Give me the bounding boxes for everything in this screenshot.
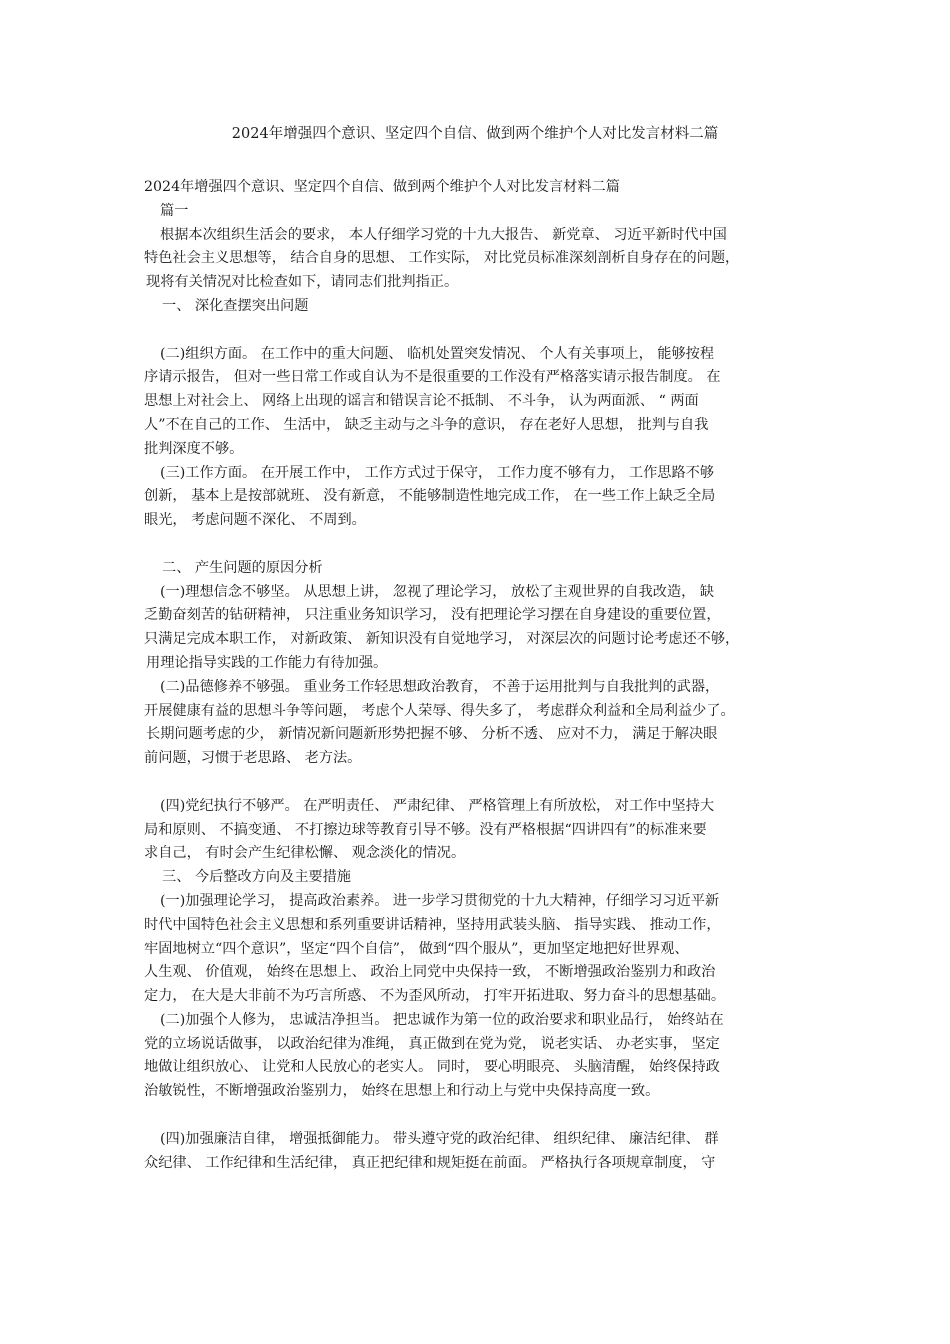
paragraph-line: 用理论指导实践的工作能力有待加强。 xyxy=(146,654,388,671)
paragraph-line: 乏勤奋刻苦的钻研精神， 只注重业务知识学习， 没有把理论学习摆在自身建设的重要位置， xyxy=(144,607,721,624)
document-subtitle: 2024年增强四个意识、坚定四个自信、做到两个维护个人对比发言材料二篇 xyxy=(144,179,620,195)
paragraph-line: 眼光， 考虑问题不深化、 不周到。 xyxy=(144,512,366,529)
paragraph-line: 人生观、 价值观， 始终在思想上、 政治上同党中央保持一致， 不断增强政治鉴别力和政治 xyxy=(144,964,716,981)
paragraph-line: 序请示报告， 但对一些日常工作或自认为不是很重要的工作没有严格落实请示报告制度。 在 xyxy=(144,369,721,386)
section-heading-1: 一、 深化查摆突出问题 xyxy=(162,297,309,314)
paragraph-gap xyxy=(144,533,816,557)
paragraph-line: (二)加强个人修为， 忠诚洁净担当。 把忠诚作为第一位的政治要求和职业品行， 始终站在 xyxy=(160,1011,724,1028)
section-heading-2: 二、 产生问题的原因分析 xyxy=(162,559,323,576)
paragraph-line: (二)品德修养不够强。 重业务工作轻思想政治教育， 不善于运用批判与自我批判的武器， xyxy=(160,678,720,695)
paragraph-line: 党的立场说话做事， 以政治纪律为准绳， 真正做到在党为党， 说老实话、 办老实事， 坚定 xyxy=(144,1035,720,1052)
paragraph-line: 人”不在自己的工作、 生活中， 缺乏主动与之斗争的意识， 存在老好人思想， 批判与自我 xyxy=(144,416,709,433)
paragraph-gap xyxy=(144,1104,816,1128)
paragraph-line: 创新， 基本上是按部就班、 没有新意， 不能够制造性地完成工作， 在一些工作上缺乏全局 xyxy=(144,488,716,505)
paragraph-line: 开展健康有益的思想斗争等问题， 考虑个人荣辱、得失多了， 考虑群众利益和全局利益少了。 xyxy=(144,702,735,719)
paragraph-line: 求自己， 有时会产生纪律松懈、 观念淡化的情况。 xyxy=(144,845,466,862)
paragraph-line: 长期问题考虑的少， 新情况新问题新形势把握不够、 分析不透、 应对不力， 满足于解决眼 xyxy=(146,726,718,743)
document-title: 2024年增强四个意识、坚定四个自信、做到两个维护个人对比发言材料二篇 xyxy=(231,126,719,142)
paragraph-gap xyxy=(144,771,816,795)
intro-line: 现将有关情况对比检查如下，请同志们批判指正。 xyxy=(146,274,459,291)
paragraph-line: 局和原则、 不搞变通、 不打擦边球等教育引导不够。没有严格根据“四讲四有”的标准来要 xyxy=(144,821,707,838)
section-heading-3: 三、 今后整改方向及主要措施 xyxy=(162,869,351,886)
paragraph-line: 牢固地树立“四个意识”，坚定“四个自信”， 做到“四个服从”，更加坚定地把好世界观、 xyxy=(144,940,689,957)
part-label: 篇一 xyxy=(160,202,189,219)
paragraph-line: (四)加强廉洁自律， 增强抵御能力。 带头遵守党的政治纪律、 组织纪律、 廉洁纪律、 群 xyxy=(160,1130,719,1147)
paragraph-line: (一)理想信念不够坚。 从思想上讲， 忽视了理论学习， 放松了主观世界的自我改造， 缺 xyxy=(160,583,715,600)
paragraph-line: (三)工作方面。 在开展工作中， 工作方式过于保守， 工作力度不够有力， 工作思路不够 xyxy=(160,464,715,481)
paragraph-line: (四)党纪执行不够严。 在严明责任、 严肃纪律、 严格管理上有所放松， 对工作中坚持大 xyxy=(160,797,715,814)
paragraph-line: (一)加强理论学习， 提高政治素养。 进一步学习贯彻党的十九大精神，仔细学习习近平新 xyxy=(160,892,720,909)
paragraph-line: 时代中国特色社会主义思想和系列重要讲话精神，坚持用武装头脑、 指导实践、 推动工作， xyxy=(144,916,721,933)
paragraph-line: 只满足完成本职工作， 对新政策、 新知识没有自觉地学习， 对深层次的问题讨论考虑还不够， xyxy=(144,631,740,648)
intro-line: 根据本次组织生活会的要求， 本人仔细学习党的十九大报告、 新党章、 习近平新时代中国 xyxy=(160,226,727,243)
document-body xyxy=(144,176,816,1175)
paragraph-line: 治敏锐性，不断增强政治鉴别力， 始终在思想上和行动上与党中央保持高度一致。 xyxy=(144,1083,660,1100)
paragraph-line: 思想上对社会上、 网络上出现的谣言和错误言论不抵制、 不斗争， 认为两面派、 “ 两面 xyxy=(144,393,699,410)
paragraph-line: 前问题，习惯于老思路、 老方法。 xyxy=(144,750,362,767)
paragraph-line: (二)组织方面。 在工作中的重大问题、 临机处置突发情况、 个人有关事项上， 能够按程 xyxy=(160,345,715,362)
paragraph-line: 定力， 在大是大非前不为巧言所惑、 不为歪风所动， 打牢开拓进取、努力奋斗的思想基础。 xyxy=(144,988,726,1005)
intro-line: 特色社会主义思想等， 结合自身的思想、 工作实际， 对比党员标准深刻剖析自身存在的问题， xyxy=(144,250,740,267)
paragraph-line: 众纪律、 工作纪律和生活纪律， 真正把纪律和规矩挺在前面。 严格执行各项规章制度， 守 xyxy=(144,1154,716,1171)
paragraph-line: 批判深度不够。 xyxy=(144,440,244,457)
paragraph-gap xyxy=(144,319,816,343)
paragraph-line: 地做让组织放心、 让党和人民放心的老实人。 同时， 要心明眼亮、 头脑清醒， 始终保持政 xyxy=(144,1059,720,1076)
